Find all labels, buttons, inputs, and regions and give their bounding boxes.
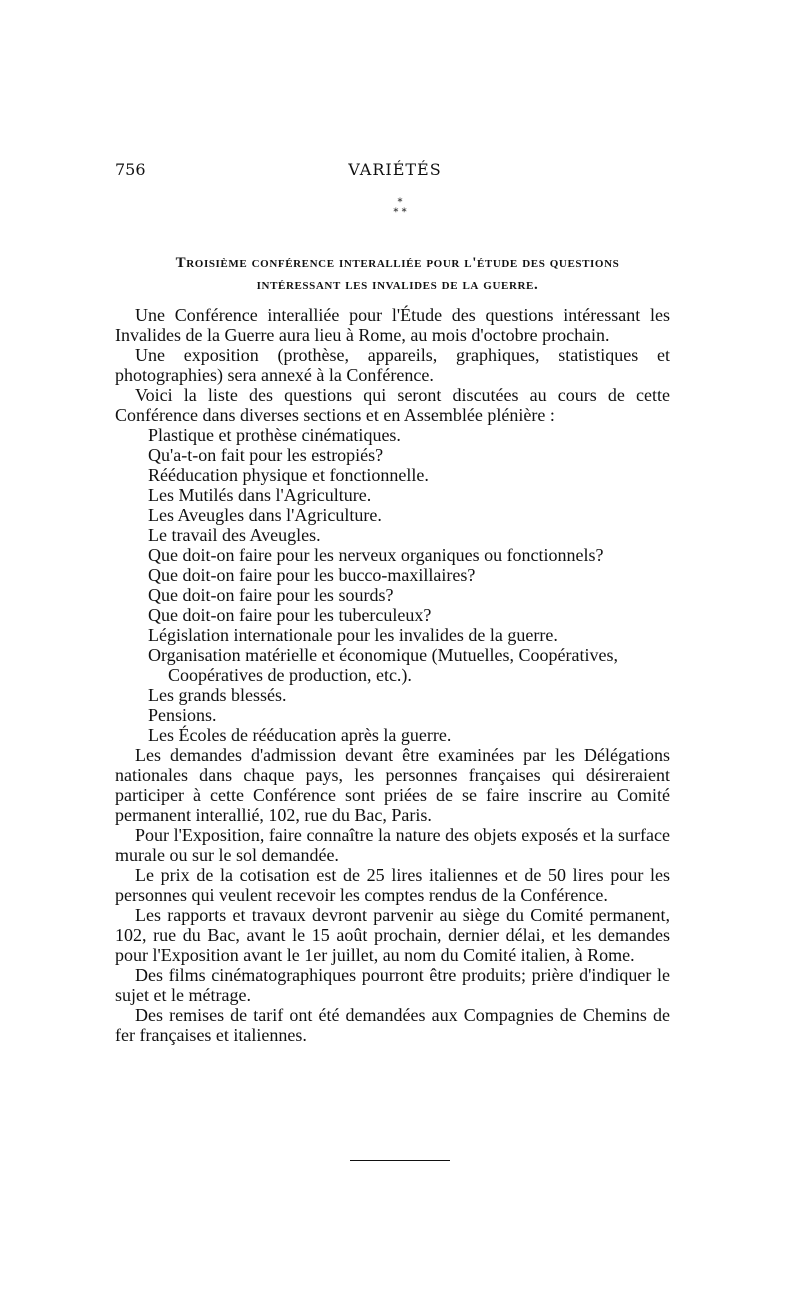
question-item: Que doit-on faire pour les tuberculeux? xyxy=(148,605,432,625)
question-item: Que doit-on faire pour les bucco-maxillaires? xyxy=(148,565,476,585)
running-title: VARIÉTÉS xyxy=(348,160,442,179)
intro-paragraph-3: Voici la liste des questions qui seront discutées au cours de cette Conférence dans diverses sections et en Assemblée plénière : xyxy=(115,385,670,425)
asterism-bottom: * * xyxy=(393,207,407,218)
question-item: Plastique et prothèse cinématiques. xyxy=(148,425,401,445)
asterism-ornament xyxy=(0,198,800,218)
closing-paragraph-1: Les demandes d'admission devant être examinées par les Délégations nationales dans chaque pays, les personnes françaises qui désireraient participer à cette Conférence sont priées de se faire inscrire au Comité permanent interallié, 102, rue du Bac, Paris. xyxy=(115,745,670,825)
intro-paragraph-1: Une Conférence interalliée pour l'Étude des questions intéressant les Invalides de la Guerre aura lieu à Rome, au mois d'octobre prochain. xyxy=(115,305,670,345)
end-rule xyxy=(350,1160,450,1161)
article-body xyxy=(115,305,670,1045)
question-list xyxy=(115,425,670,745)
page-number: 756 xyxy=(115,160,146,179)
intro-paragraph-2: Une exposition (prothèse, appareils, graphiques, statistiques et photographies) sera annexé à la Conférence. xyxy=(115,345,670,385)
question-item: Le travail des Aveugles. xyxy=(148,525,321,545)
question-item: Organisation matérielle et économique (Mutuelles, Coopératives, Coopératives de production, etc.). xyxy=(148,645,619,685)
question-item: Que doit-on faire pour les sourds? xyxy=(148,585,394,605)
article-title-line-2: intéressant les invalides de la guerre. xyxy=(256,277,539,293)
closing-paragraph-2: Pour l'Exposition, faire connaître la nature des objets exposés et la surface murale ou sur le sol demandée. xyxy=(115,825,670,865)
question-item: Rééducation physique et fonctionnelle. xyxy=(148,465,429,485)
question-item: Les grands blessés. xyxy=(148,685,287,705)
closing-paragraph-3: Le prix de la cotisation est de 25 lires italiennes et de 50 lires pour les personnes qui veulent recevoir les comptes rendus de la Conférence. xyxy=(115,865,670,905)
article-title xyxy=(115,252,680,296)
article-title-line-1: Troisième conférence interalliée pour l'étude des questions xyxy=(175,255,620,271)
running-head xyxy=(115,160,675,184)
closing-paragraph-5: Des films cinématographiques pourront être produits; prière d'indiquer le sujet et le métrage. xyxy=(115,965,670,1005)
question-item: Pensions. xyxy=(148,705,217,725)
question-item: Les Mutilés dans l'Agriculture. xyxy=(148,485,372,505)
question-item: Les Aveugles dans l'Agriculture. xyxy=(148,505,382,525)
question-item: Que doit-on faire pour les nerveux organiques ou fonctionnels? xyxy=(148,545,604,565)
question-item: Les Écoles de rééducation après la guerre. xyxy=(148,725,452,745)
question-item: Qu'a-t-on fait pour les estropiés? xyxy=(148,445,384,465)
closing-paragraph-4: Les rapports et travaux devront parvenir au siège du Comité permanent, 102, rue du Bac, avant le 15 août prochain, dernier délai, et les demandes pour l'Exposition avant le 1er juillet, au nom du Comité italien, à Rome. xyxy=(115,905,670,965)
asterism-top: * xyxy=(397,197,403,208)
closing-paragraph-6: Des remises de tarif ont été demandées aux Compagnies de Chemins de fer françaises et italiennes. xyxy=(115,1005,670,1045)
question-item: Législation internationale pour les invalides de la guerre. xyxy=(148,625,558,645)
